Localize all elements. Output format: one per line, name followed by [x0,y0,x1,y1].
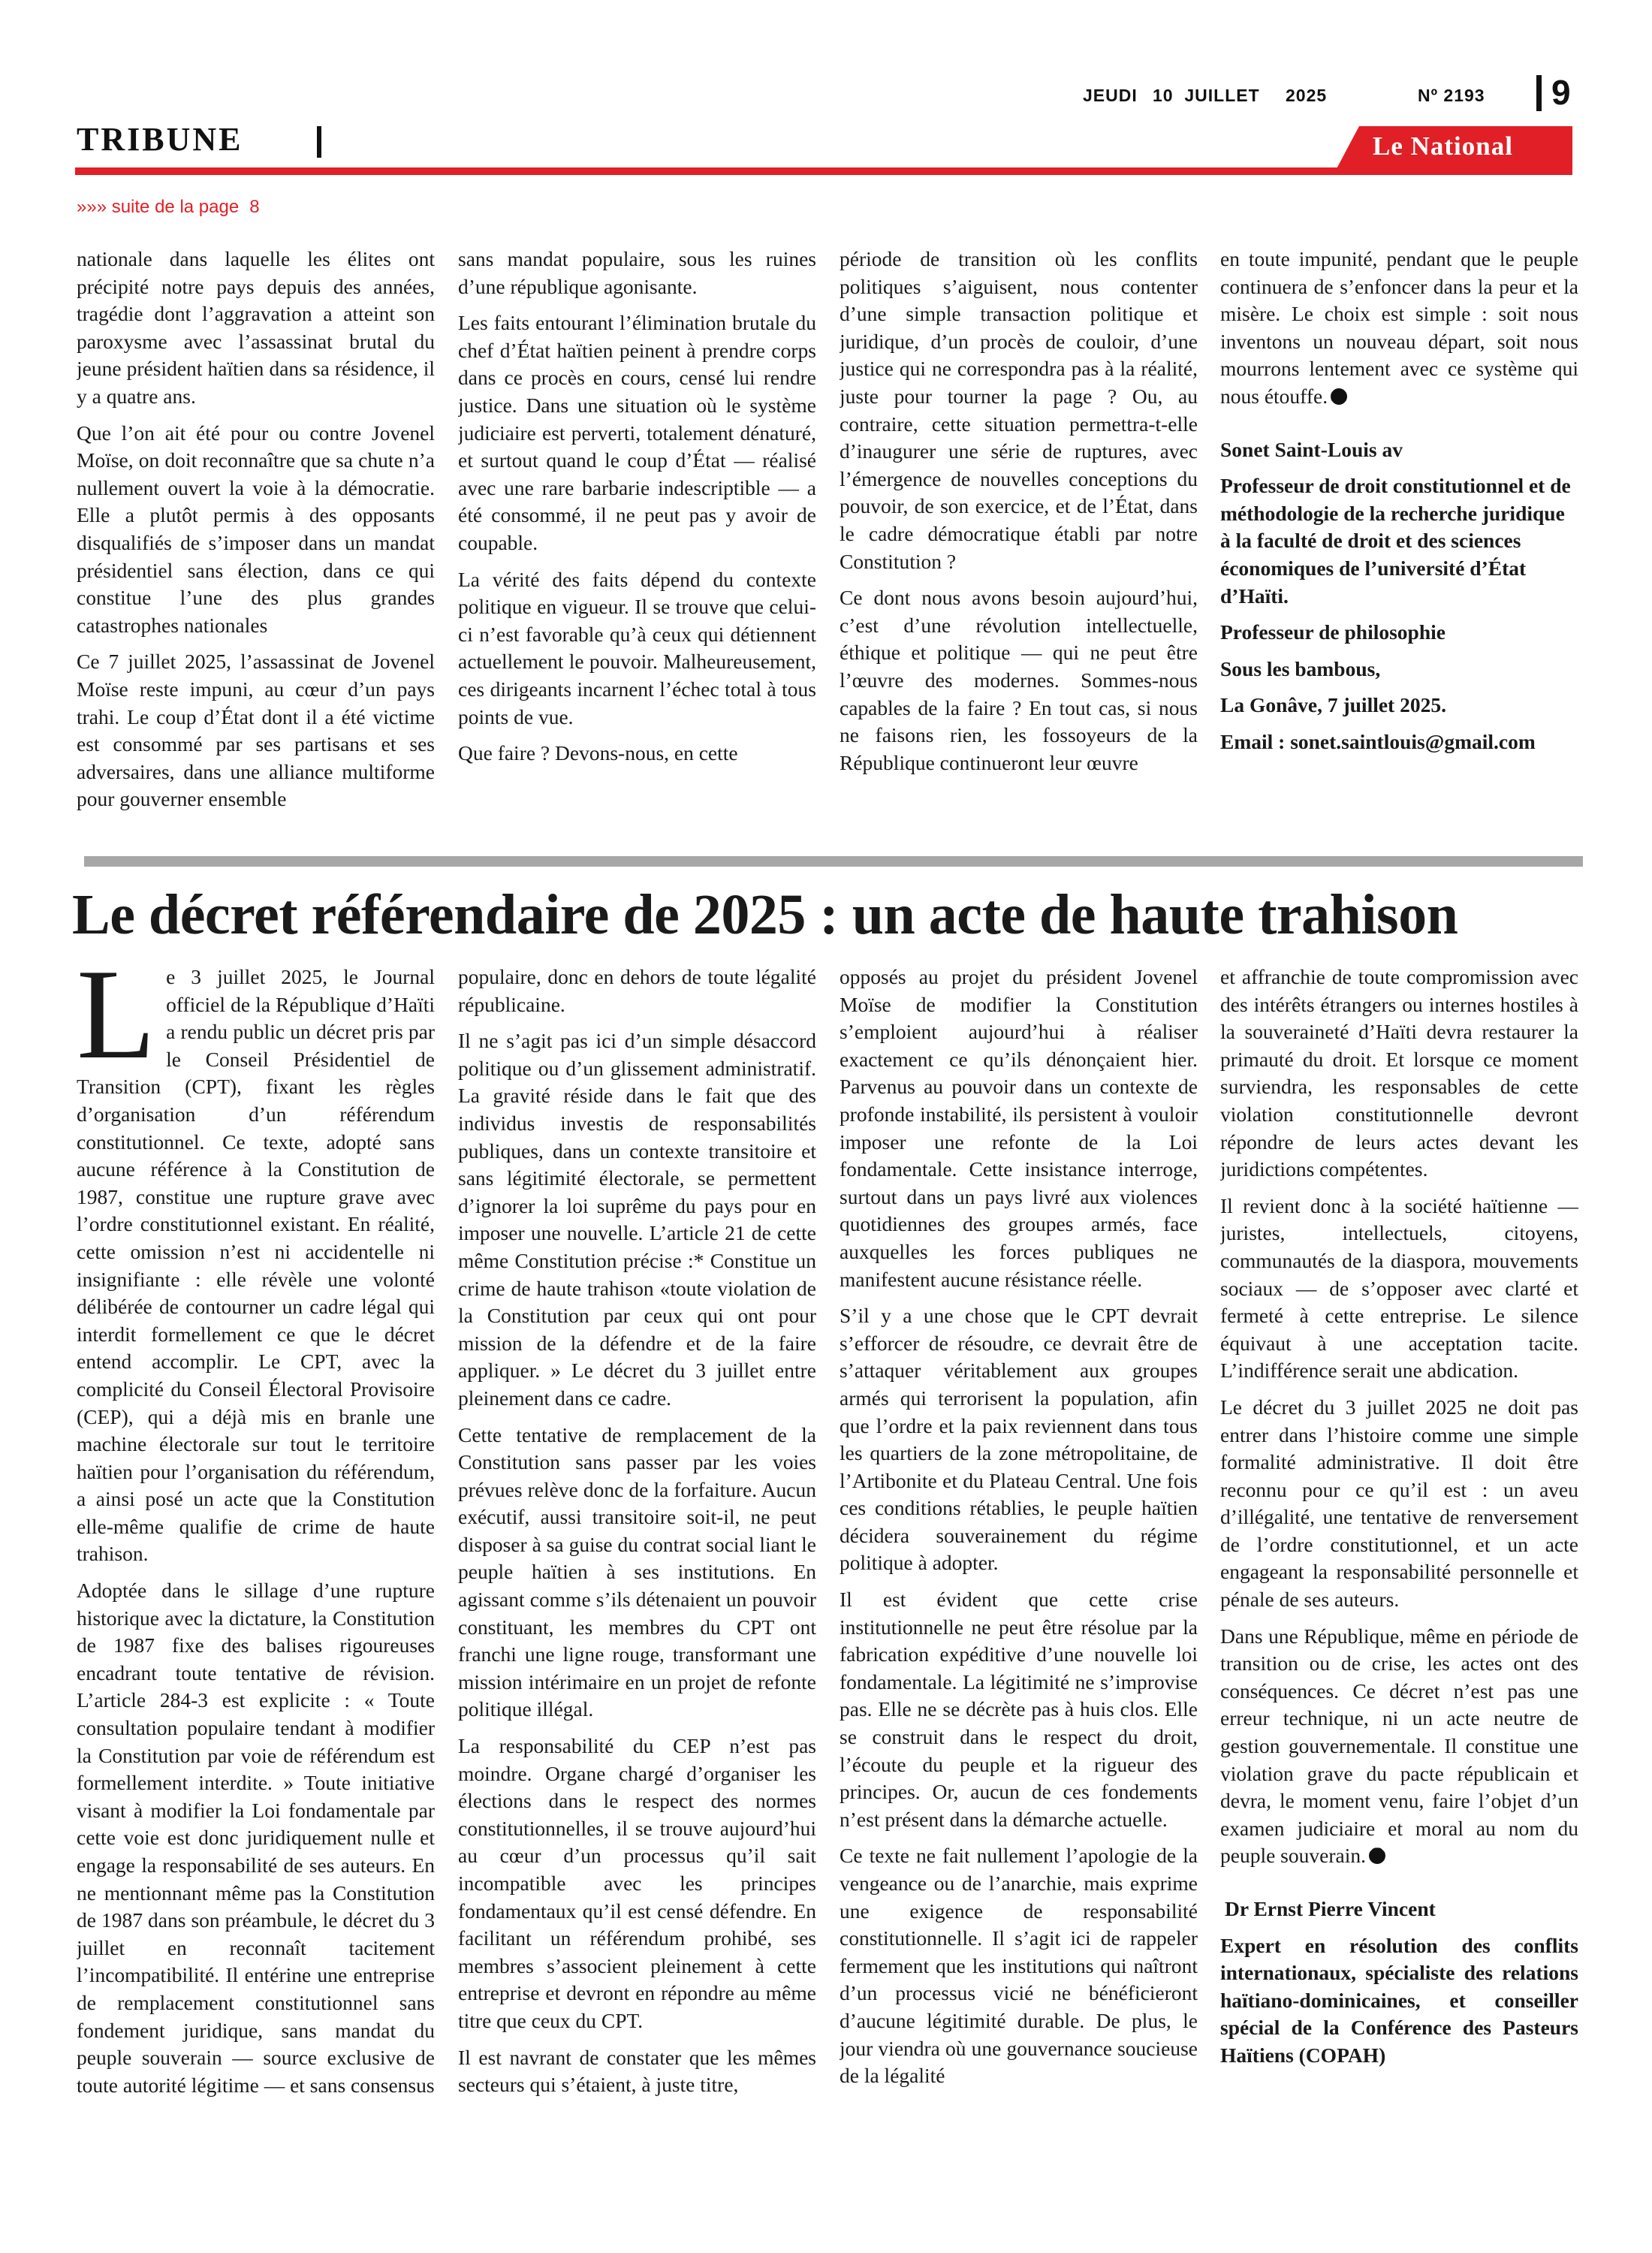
paragraph-text: Dans une République, même en période de transition ou de crise, les actes ont des conséquences. Ce décret n’est pas une erreur technique, ni un acte neutre de gestion gouvernementale. Il constitue une violation grave du pacte républicain et devra, le moment venu, faire l’objet d’un examen judiciaire et moral au nom du peuple souverain. [1220,1624,1578,1868]
continued-label: »»» suite de la page [77,197,240,217]
paragraph: S’il y a une chose que le CPT devrait s’efforcer de résoudre, ce devrait être de s’attaquer véritablement aux groupes armés qui terrorisent la population, afin que l’ordre et la paix reviennent dans tous les quartiers de la zone métropolitaine, de l’Artibonite et du Plateau Central. Une fois ces conditions rétablies, le peuple haïtien décidera souverainement du régime politique à adopter. [840,1304,1198,1575]
author-email: Email : sonet.saintlouis@gmail.com [1220,729,1536,753]
author-signature [1220,1896,1578,2070]
end-mark-icon [1369,1847,1385,1864]
section-divider [317,126,321,158]
article2-column-4 [1220,964,1578,2229]
paragraph: La responsabilité du CEP n’est pas moindre. Organe chargé d’organiser les élections dans le respect des normes constitutionnelles, il se trouve aujourd’hui au cœur d’un processus qu’il sait incompatible avec les principes fondamentaux qu’il est censé défendre. En facilitant un référendum prohibé, ses membres s’associent pleinement à cette entreprise et devront en répondre au même titre que ceux du CPT. [458,1734,816,2032]
paragraph: Adoptée dans le sillage d’une rupture historique avec la dictature, la Constitution de 1987 fixe des balises rigoureuses encadrant toute tentative de révision. L’article 284-3 est explicite : « Toute consultation populaire tendant à modifier la Constitution par voie de référendum est formellement interdite. » Toute initiative visant à modifier la Loi fondamentale par cette voie est donc juridiquement nulle et engage la responsabilité de ses auteurs. En ne mentionnant même pas la Constitution de 1987 dans son préambule, le décret du 3 juillet en reconnaît tacitement l’incompatibilité. Il entérine une entreprise de remplacement constitutionnel sans fondement juridique, sans mandat du peuple souverain — source exclusive de toute autorité légitime — et sans consensus [77,1579,435,2097]
author-title: Professeur de droit constitutionnel et de méthodologie de la recherche juridique à la faculté de droit et des sciences économiques de l’université d’État d’Haïti. [1220,474,1571,608]
paragraph: et affranchie de toute compromission avec des intérêts étrangers ou internes hostiles à la souveraineté d’Haïti devra restaurer la primauté du droit. Et lorsque ce moment surviendra, les responsables de cette violation constitutionnelle devront répondre de leurs actes devant les juridictions compétentes. [1220,965,1578,1181]
section-label: TRIBUNE [77,121,243,158]
paragraph-text: e 3 juillet 2025, le Journal officiel de la République d’Haïti a rendu public un décret pris par le Conseil Présidentiel de Transition (CPT), fixant les règles d’organisation d’un référendum constitutionnel. Ce texte, adopté sans aucune référence à la Constitution de 1987, constitue une rupture grave avec l’ordre constitutionnel existant. En réalité, cette omission n’est ni accidentelle ni insignifiante : elle révèle une volonté délibérée de contourner un cadre légal qui interdit formellement ce que le décret entend accomplir. Le CPT, avec la complicité du Conseil Électoral Provisoire (CEP), qui a déjà mis en branle une machine électorale sur tout le territoire haïtien pour l’organisation du référendum, a ainsi posé un acte que la Constitution elle-même qualifie de crime de haute trahison. [77,965,435,1566]
paragraph: Cette tentative de remplacement de la Constitution sans passer par les voies prévues relève donc de la forfaiture. Aucun exécutif, aussi transitoire soit-il, ne peut disposer à sa guise du contrat social liant le peuple haïtien à ses institutions. En agissant comme s’ils détenaient un pouvoir constituant, les membres du CPT ont franchi une ligne rouge, transformant une mission intérimaire en un projet de refonte politique illégal. [458,1422,816,1721]
paragraph: Que l’on ait été pour ou contre Jovenel Moïse, on doit reconnaître que sa chute n’a nullement ouvert la voie à la démocratie. Elle a plutôt permis à des opposants disqualifiés de s’imposer dans un mandat présidentiel sans élection, dans ce qui constitue l’une des plus grandes catastrophes nationales [77,421,435,637]
drop-cap: L [77,964,156,1086]
paragraph-text: en toute impunité, pendant que le peuple continuera de s’enfoncer dans la peur et la misère. Le choix est simple : soit nous inventons un nouveau départ, soit nous mourrons lentement avec ce système qui nous étouffe. [1220,247,1578,408]
paragraph: Ce dont nous avons besoin aujourd’hui, c’est d’une révolution intellectuelle, éthique et politique — qui ne peut être l’œuvre des modernes. Sommes-nous capables de la faire ? En tout cas, si nous ne faisons rien, les fossoyeurs de la République continueront leur œuvre [840,586,1198,774]
author-signature [1220,436,1578,756]
article1-column-3 [840,246,1198,824]
paragraph: Le décret du 3 juillet 2025 ne doit pas entrer dans l’histoire comme une simple formalité administrative. Il doit être reconnu pour ce qu’il est : un aveu d’illégalité, une tentative de renversement de l’ordre constitutionnel, et un acte engageant la responsabilité personnelle et pénale de ses auteurs. [1220,1395,1578,1612]
paragraph: Ce texte ne fait nullement l’apologie de la vengeance ou de l’anarchie, mais exprime une exigence de responsabilité constitutionnelle. Il s’agit ici de rappeler fermement que les institutions qui naîtront d’un processus vicié ne bénéficieront d’aucune légitimité durable. De plus, le jour viendra où une gouvernance soucieuse de la légalité [840,1844,1198,2088]
paragraph [1220,246,1578,411]
paragraph: sans mandat populaire, sous les ruines d’une république agonisante. [458,247,816,298]
page-number: 9 [1551,73,1571,112]
header-divider [1536,75,1542,111]
continued-page: 8 [249,197,260,217]
paragraph: période de transition où les conflits politiques s’aiguisent, nous contenter d’une simple transaction politique et juridique, d’un procès de couloir, d’une justice qui ne correspondra pas à la réalité, juste pour tourner la page ? Ou, au contraire, cette situation permettra-t-elle d’inaugurer une série de ruptures, avec l’émergence de nouvelles conceptions du pouvoir, de son exercice, et de l’État, dans le cadre démocratique établi par notre Constitution ? [840,247,1198,573]
author-title: Professeur de philosophie [1220,620,1446,644]
article-headline: Le décret référendaire de 2025 : un acte de haute trahison [72,883,1458,946]
article1-column-1 [77,246,435,824]
paragraph: opposés au projet du président Jovenel Moïse de modifier la Constitution s’emploient aujourd’hui à réaliser exactement ce qu’ils dénonçaient hier. Parvenus au pouvoir dans un contexte de profonde instabilité, ils persistent à vouloir imposer une refonte de la Loi fondamentale. Cette insistance interroge, surtout dans un pays livré aux violences quotidiennes des groupes armés, face auxquelles les forces publiques ne manifestent aucune résistance réelle. [840,965,1198,1291]
paragraph: Il est navrant de constater que les mêmes secteurs qui s’étaient, à juste titre, [458,2045,816,2097]
paragraph [1220,1623,1578,1870]
header-issue-number: Nº 2193 [1418,86,1485,105]
author-place: Sous les bambous, [1220,656,1381,680]
paragraph: Il revient donc à la société haïtienne — juristes, intellectuels, citoyens, communautés de la diaspora, mouvements sociaux — de s’opposer avec clarté et fermeté à cette entreprise. Le silence équivaut à une acceptation tacite. L’indifférence serait une abdication. [1220,1193,1578,1383]
paragraph: nationale dans laquelle les élites ont précipité notre pays depuis des années, tragédie dont l’aggravation a atteint son paroxysme avec l’assassinat brutal du jeune président haïtien dans sa résidence, il y a quatre ans. [77,247,435,408]
paragraph: La vérité des faits dépend du contexte politique en vigueur. Il se trouve que celui-ci n’est favorable qu’à ceux qui détiennent actuellement le pouvoir. Malheureusement, ces dirigeants incarnent l’échec total à tous points de vue. [458,567,816,728]
author-name: Sonet Saint-Louis av [1220,437,1403,461]
paragraph: Il est évident que cette crise institutionnelle ne peut être résolue par la fabrication expéditive d’une nouvelle loi fondamentale. La légitimité ne s’improvise pas. Elle ne se décrète pas à huis clos. Elle se construit dans le respect du droit, l’écoute du peuple et la rigueur des principes. Or, aucun de ces fondements n’est présent dans la démarche actuelle. [840,1588,1198,1831]
end-mark-icon [1331,388,1347,405]
author-name: Dr Ernst Pierre Vincent [1225,1897,1436,1920]
article2-column-1 [77,964,435,2229]
header-date: 10 JUILLET [1153,86,1260,105]
header-year: 2025 [1286,86,1328,105]
author-dateline: La Gonâve, 7 juillet 2025. [1220,693,1446,717]
author-title: Expert en résolution des conflits internationaux, spécialiste des relations haïtiano-dominicaines, et conseiller spécial de la Conférence des Pasteurs Haïtiens (COPAH) [1220,1933,1578,2067]
paragraph [77,964,435,1568]
article2-column-3 [840,964,1198,2229]
continued-from [77,197,260,218]
paragraph: Que faire ? Devons-nous, en cette [458,741,738,765]
paragraph: Il ne s’agit pas ici d’un simple désaccord politique ou d’un glissement administratif. La gravité réside dans le fait que des individus investis de responsabilités publiques, dans un contexte transitoire et sans légitimité électorale, se permettent d’ignorer la loi suprême du pays pour en imposer une nouvelle. L’article 21 de cette même Constitution précise :* Constitue un crime de haute trahison «toute violation de la Constitution par ceux qui ont pour mission de la défendre et de la faire appliquer. » Le décret du 3 juillet entre pleinement dans ce cadre. [458,1029,816,1410]
paragraph: Ce 7 juillet 2025, l’assassinat de Jovenel Moïse reste impuni, au cœur d’un pays trahi. Le coup d’État dont il a été victime est consommé par ses partisans et ses adversaires, dans une alliance multiforme pour gouverner ensemble [77,650,435,811]
header-day: JEUDI [1083,86,1138,105]
article1-column-2 [458,246,816,824]
paragraph: populaire, donc en dehors de toute légalité républicaine. [458,965,816,1016]
article2-column-2 [458,964,816,2229]
article-separator [84,856,1583,867]
article1-column-4 [1220,246,1578,824]
brand-name: Le National [1373,131,1513,161]
paragraph: Les faits entourant l’élimination brutale du chef d’État haïtien peinent à prendre corps dans ce procès en cours, censé lui rendre justice. Dans une situation où le système judiciaire est perverti, totalement dénaturé, et surtout quand le coup d’État — réalisé avec une rare barbarie indescriptible — a été consommé, il ne peut pas y avoir de coupable. [458,311,816,554]
